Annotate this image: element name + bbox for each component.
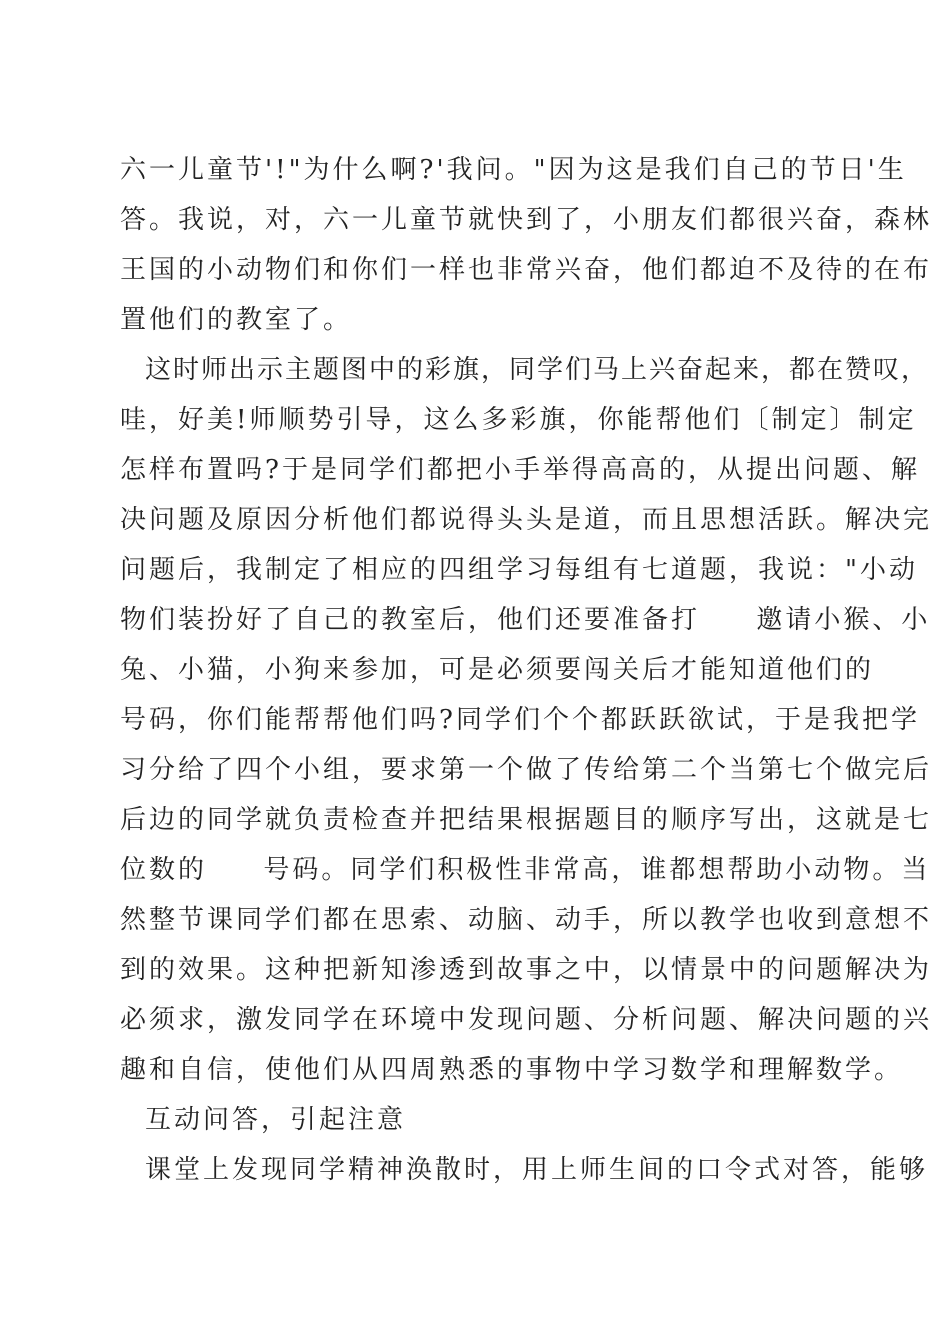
text-line: 号码，你们能帮帮他们吗?同学们个个都跃跃欲试，于是我把学 bbox=[120, 705, 920, 735]
text-line: 课堂上发现同学精神涣散时，用上师生间的口令式对答，能够 bbox=[145, 1155, 929, 1185]
text-line: 这时师出示主题图中的彩旗，同学们马上兴奋起来，都在赞叹， bbox=[145, 355, 930, 385]
text-line: 位数的 号码。同学们积极性非常高，谁都想帮助小动物。当 bbox=[120, 855, 931, 885]
text-line: 哇，好美!师顺势引导，这么多彩旗，你能帮他们〔制定〕制定 bbox=[120, 405, 917, 435]
text-line: 决问题及原因分析他们都说得头头是道，而且思想活跃。解决完 bbox=[120, 505, 933, 535]
text-line: 王国的小动物们和你们一样也非常兴奋，他们都迫不及待的在布 bbox=[120, 255, 933, 285]
text-line: 趣和自信，使他们从四周熟悉的事物中学习数学和理解数学。 bbox=[120, 1055, 904, 1085]
text-line: 怎样布置吗?于是同学们都把小手举得高高的，从提出问题、解 bbox=[120, 455, 920, 485]
text-line: 答。我说，对，六一儿童节就快到了，小朋友们都很兴奋，森林 bbox=[120, 205, 933, 235]
text-line: 然整节课同学们都在思索、动脑、动手，所以教学也收到意想不 bbox=[120, 905, 933, 935]
text-line: 六一儿童节'!"为什么啊?'我问。"因为这是我们自己的节日'生 bbox=[120, 155, 907, 185]
text-line: 问题后，我制定了相应的四组学习每组有七道题，我说："小动 bbox=[120, 555, 918, 585]
section-heading: 互动问答，引起注意 bbox=[145, 1105, 407, 1135]
text-line: 兔、小猫，小狗来参加，可是必须要闯关后才能知道他们的 bbox=[120, 655, 875, 685]
text-line: 习分给了四个小组，要求第一个做了传给第二个当第七个做完后 bbox=[120, 755, 933, 785]
text-line: 必须求，激发同学在环境中发现问题、分析问题、解决问题的兴 bbox=[120, 1005, 933, 1035]
text-line: 到的效果。这种把新知渗透到故事之中，以情景中的问题解决为 bbox=[120, 955, 933, 985]
text-line: 物们装扮好了自己的教室后，他们还要准备打 邀请小猴、小 bbox=[120, 605, 931, 635]
text-line: 置他们的教室了。 bbox=[120, 305, 353, 335]
text-line: 后边的同学就负责检查并把结果根据题目的顺序写出，这就是七 bbox=[120, 805, 933, 835]
